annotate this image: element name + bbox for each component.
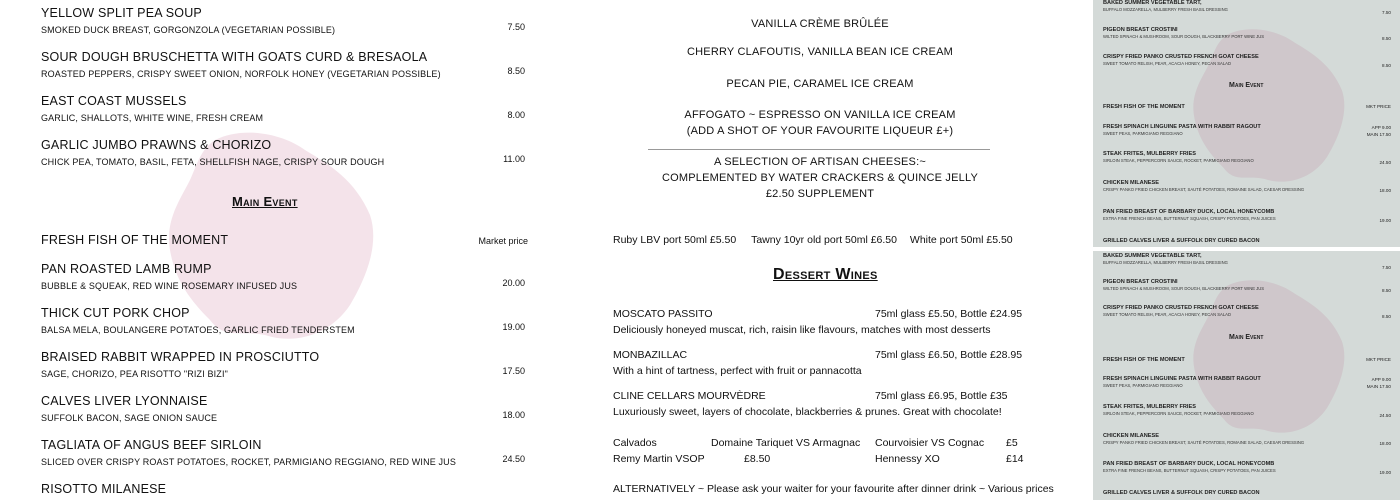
- thumb-item-price: 24.50: [1379, 413, 1391, 418]
- thumb-item-price: 7.50: [1382, 10, 1391, 15]
- wine-description: Deliciously honeyed muscat, rich, raisin like flavours, matches with most desserts: [613, 324, 991, 336]
- dish-description: BUBBLE & SQUEAK, RED WINE ROSEMARY INFUSED JUS: [41, 281, 298, 291]
- dish-description: SLICED OVER CRISPY ROAST POTATOES, ROCKET, PARMIGIANO REGGIANO, RED WINE JUS: [41, 457, 456, 467]
- wine-name: CLINE CELLARS MOURVÈDRE: [613, 390, 766, 402]
- dish-price: 8.00: [507, 110, 525, 120]
- thumb-item-desc: SWEET PEAS, PARMIGIANO REGGIANO: [1103, 131, 1183, 136]
- thumb-item-price: 19.00: [1379, 218, 1391, 223]
- dessert-wines-heading: Dessert Wines: [773, 266, 878, 283]
- dish-name: EAST COAST MUSSELS: [41, 94, 187, 108]
- wine-description: Luxuriously sweet, layers of chocolate, blackberries & prunes. Great with chocolate!: [613, 406, 1002, 418]
- thumb-item-desc: SIRLOIN STEAK, PEPPERCORN SAUCE, ROCKET, PARMIGIANO REGGIANO: [1103, 411, 1254, 416]
- thumb-item: [1103, 27, 1393, 39]
- thumb-item-name: PAN FRIED BREAST OF BARBARY DUCK, LOCAL HONEYCOMB: [1103, 461, 1275, 467]
- thumb-item-desc: CRISPY PANKO FRIED CHICKEN BREAST, SAUTÉ POTATOES, ROMAINE SALAD, CAESAR DRESSING: [1103, 440, 1305, 445]
- thumb-item-price: 8.50: [1382, 63, 1391, 68]
- dish-price: 19.00: [502, 322, 525, 332]
- wine-price: 75ml glass £6.95, Bottle £35: [875, 390, 1008, 402]
- cheese-title: A SELECTION OF ARTISAN CHEESES:~: [714, 156, 926, 168]
- thumb-item: [1103, 279, 1393, 291]
- dish-price: 7.50: [507, 22, 525, 32]
- thumb-item-name: FRESH SPINACH LINGUINE PASTA WITH RABBIT RAGOUT: [1103, 124, 1261, 130]
- footer-note: ALTERNATIVELY ~ Please ask your waiter for your favourite after dinner drink ~ Various prices: [613, 483, 1054, 495]
- spirit-name: Domaine Tariquet VS Armagnac: [711, 437, 861, 449]
- divider: [648, 149, 990, 150]
- thumb-item-desc: CRISPY PANKO FRIED CHICKEN BREAST, SAUTÉ POTATOES, ROMAINE SALAD, CAESAR DRESSING: [1103, 187, 1305, 192]
- dish-description: SMOKED DUCK BREAST, GORGONZOLA (VEGETARIAN POSSIBLE): [41, 25, 336, 35]
- thumb-item-price: APP 9.00 MAIN 17.50: [1366, 377, 1391, 389]
- thumb-item-desc: SWEET PEAS, PARMIGIANO REGGIANO: [1103, 383, 1183, 388]
- dish-item: [41, 138, 525, 167]
- thumb-item: [1103, 54, 1393, 66]
- thumb-item-name: CRISPY FRIED PANKO CRUSTED FRENCH GOAT CHEESE: [1103, 54, 1259, 60]
- dish-item: [41, 233, 528, 247]
- thumb-item-price: 24.50: [1379, 160, 1391, 165]
- thumb-item: [1103, 461, 1393, 473]
- wine-price: 75ml glass £5.50, Bottle £24.95: [875, 308, 1023, 320]
- port-item: Tawny 10yr old port 50ml £6.50: [751, 234, 897, 246]
- thumb-item-price: 19.00: [1379, 470, 1391, 475]
- dessert-item: PECAN PIE, CARAMEL ICE CREAM: [726, 78, 914, 90]
- dessert-note: (ADD A SHOT OF YOUR FAVOURITE LIQUEUR £+): [686, 125, 954, 137]
- port-item: White port 50ml £5.50: [909, 234, 1013, 246]
- dish-description: ROASTED PEPPERS, CRISPY SWEET ONION, NORFOLK HONEY (VEGETARIAN POSSIBLE): [41, 69, 441, 79]
- thumb-item-price: 7.50: [1382, 265, 1391, 270]
- dish-item: [41, 6, 525, 35]
- thumb-item-name: BAKED SUMMER VEGETABLE TART,: [1103, 0, 1202, 6]
- spirit-name: Courvoisier VS Cognac: [875, 437, 985, 449]
- dish-item: [41, 94, 525, 123]
- dish-item: [41, 394, 525, 423]
- thumb-item-price: 18.00: [1379, 188, 1391, 193]
- thumb-item: [1103, 151, 1393, 163]
- dish-item: [41, 262, 525, 291]
- thumb-section-heading: Main Event: [1229, 334, 1264, 341]
- spirit-price: £14: [1006, 453, 1024, 465]
- menu-thumbnail: [1093, 0, 1400, 247]
- thumb-item: [1103, 238, 1393, 244]
- thumb-item-desc: EXTRA FINE FRENCH BEANS, BUTTERNUT SQUASH, CRISPY POTATOES, PAN JUICES: [1103, 468, 1276, 473]
- dish-price: Market price: [478, 236, 528, 246]
- wine-name: MONBAZILLAC: [613, 349, 688, 361]
- thumb-section-heading: Main Event: [1229, 82, 1264, 89]
- thumb-item-desc: SIRLOIN STEAK, PEPPERCORN SAUCE, ROCKET, PARMIGIANO REGGIANO: [1103, 158, 1254, 163]
- thumb-item-price: 18.00: [1379, 441, 1391, 446]
- main-event-heading: Main Event: [232, 194, 298, 209]
- dish-name: YELLOW SPLIT PEA SOUP: [41, 6, 202, 20]
- port-list: [613, 234, 1013, 246]
- thumb-item-price: 8.50: [1382, 36, 1391, 41]
- spirit-name: Hennessy XO: [875, 453, 940, 465]
- dish-name: TAGLIATA OF ANGUS BEEF SIRLOIN: [41, 438, 262, 452]
- dish-name: BRAISED RABBIT WRAPPED IN PROSCIUTTO: [41, 350, 320, 364]
- thumb-item-price: 8.50: [1382, 314, 1391, 319]
- thumb-item-name: FRESH FISH OF THE MOMENT: [1103, 357, 1185, 363]
- thumb-item: [1103, 490, 1393, 496]
- main-menu-column: [0, 0, 560, 500]
- cheese-supplement: £2.50 SUPPLEMENT: [765, 188, 875, 200]
- thumb-item: [1103, 180, 1393, 192]
- dish-item: [41, 482, 501, 496]
- thumb-item-name: FRESH SPINACH LINGUINE PASTA WITH RABBIT RAGOUT: [1103, 376, 1261, 382]
- thumb-item-name: PIGEON BREAST CROSTINI: [1103, 279, 1178, 285]
- thumb-item: [1103, 209, 1393, 221]
- dish-name: GARLIC JUMBO PRAWNS & CHORIZO: [41, 138, 272, 152]
- dish-name: THICK CUT PORK CHOP: [41, 306, 190, 320]
- dish-description: SAGE, CHORIZO, PEA RISOTTO "RIZI BIZI": [41, 369, 228, 379]
- dish-name: FRESH FISH OF THE MOMENT: [41, 233, 229, 247]
- thumb-item: [1103, 104, 1393, 110]
- thumb-item-desc: WILTED SPINACH & MUSHROOM, SOUR DOUGH, BLACKBERRY PORT WINE JUS: [1103, 286, 1265, 291]
- spirit-price: £8.50: [744, 453, 771, 465]
- dish-item: [41, 350, 525, 379]
- dish-name: PAN ROASTED LAMB RUMP: [41, 262, 212, 276]
- thumb-item: [1103, 376, 1393, 388]
- thumb-item-name: STEAK FRITES, MULBERRY FRIES: [1103, 404, 1196, 410]
- wine-price: 75ml glass £6.50, Bottle £28.95: [875, 349, 1023, 361]
- thumb-item-desc: BUFFALO MOZZARELLA, MULBERRY FRESH BASIL DRESSING: [1103, 7, 1228, 12]
- thumb-item-name: FRESH FISH OF THE MOMENT: [1103, 104, 1185, 110]
- thumb-item-name: CHICKEN MILANESE: [1103, 433, 1159, 439]
- menu-thumbnail: [1093, 251, 1400, 500]
- dish-price: 17.50: [502, 366, 525, 376]
- dish-item: [41, 438, 525, 467]
- dish-price: 11.00: [503, 154, 525, 164]
- spirit-name: Calvados: [613, 437, 657, 449]
- spirit-price: £5: [1006, 437, 1018, 449]
- desserts-column: [560, 0, 1090, 500]
- thumb-item-desc: SWEET TOMATO RELISH, PEAR, ACACIA HONEY, PECAN SALAD: [1103, 312, 1231, 317]
- thumb-item-name: GRILLED CALVES LIVER & SUFFOLK DRY CURED BACON: [1103, 238, 1260, 244]
- port-item: Ruby LBV port 50ml £5.50: [613, 234, 737, 246]
- thumb-item-price: MKT PRICE: [1366, 357, 1391, 362]
- thumb-item: [1103, 305, 1393, 317]
- dish-price: 20.00: [502, 278, 525, 288]
- thumb-item: [1103, 0, 1393, 15]
- thumb-item: [1103, 124, 1393, 136]
- thumb-item: [1103, 404, 1393, 416]
- thumb-item-name: PIGEON BREAST CROSTINI: [1103, 27, 1178, 33]
- dish-item: [41, 306, 525, 335]
- thumb-item-desc: WILTED SPINACH & MUSHROOM, SOUR DOUGH, BLACKBERRY PORT WINE JUS: [1103, 34, 1265, 39]
- dish-price: 18.00: [502, 410, 525, 420]
- dessert-item: CHERRY CLAFOUTIS, VANILLA BEAN ICE CREAM: [687, 46, 953, 58]
- thumb-item-desc: BUFFALO MOZZARELLA, MULBERRY FRESH BASIL DRESSING: [1103, 260, 1228, 265]
- thumb-item: [1103, 433, 1393, 445]
- dish-price: 8.50: [507, 66, 525, 76]
- wine-description: With a hint of tartness, perfect with fruit or pannacotta: [613, 365, 862, 377]
- thumb-item-name: BAKED SUMMER VEGETABLE TART,: [1103, 253, 1202, 259]
- dish-price: 24.50: [502, 454, 525, 464]
- dish-name: SOUR DOUGH BRUSCHETTA WITH GOATS CURD & BRESAOLA: [41, 50, 428, 64]
- thumb-item-name: CHICKEN MILANESE: [1103, 180, 1159, 186]
- thumb-item-price: MKT PRICE: [1366, 104, 1391, 109]
- spirit-name: Remy Martin VSOP: [613, 453, 705, 465]
- dish-description: BALSA MELA, BOULANGERE POTATOES, GARLIC FRIED TENDERSTEM: [41, 325, 355, 335]
- dish-description: GARLIC, SHALLOTS, WHITE WINE, FRESH CREAM: [41, 113, 264, 123]
- dish-name: CALVES LIVER LYONNAISE: [41, 394, 208, 408]
- dish-name: RISOTTO MILANESE: [41, 482, 167, 496]
- thumb-item-name: PAN FRIED BREAST OF BARBARY DUCK, LOCAL HONEYCOMB: [1103, 209, 1275, 215]
- thumb-item: [1103, 357, 1393, 363]
- thumb-item-name: GRILLED CALVES LIVER & SUFFOLK DRY CURED BACON: [1103, 490, 1260, 496]
- thumb-item-price: 8.50: [1382, 288, 1391, 293]
- thumb-item-price: APP 9.00 MAIN 17.50: [1366, 125, 1391, 137]
- thumb-item-desc: SWEET TOMATO RELISH, PEAR, ACACIA HONEY, PECAN SALAD: [1103, 61, 1231, 66]
- thumb-item-desc: EXTRA FINE FRENCH BEANS, BUTTERNUT SQUASH, CRISPY POTATOES, PAN JUICES: [1103, 216, 1276, 221]
- thumb-item-name: CRISPY FRIED PANKO CRUSTED FRENCH GOAT CHEESE: [1103, 305, 1259, 311]
- thumb-item-name: STEAK FRITES, MULBERRY FRIES: [1103, 151, 1196, 157]
- dish-item: [41, 50, 525, 79]
- dish-description: SUFFOLK BACON, SAGE ONION SAUCE: [41, 413, 218, 423]
- dish-description: CHICK PEA, TOMATO, BASIL, FETA, SHELLFISH NAGE, CRISPY SOUR DOUGH: [41, 157, 385, 167]
- wine-name: MOSCATO PASSITO: [613, 308, 713, 320]
- cheese-description: COMPLEMENTED BY WATER CRACKERS & QUINCE JELLY: [661, 172, 979, 184]
- thumb-item: [1103, 253, 1393, 270]
- dessert-item: VANILLA CRÈME BRÛLÉE: [751, 18, 889, 30]
- dessert-item: AFFOGATO ~ ESPRESSO ON VANILLA ICE CREAM: [684, 109, 956, 121]
